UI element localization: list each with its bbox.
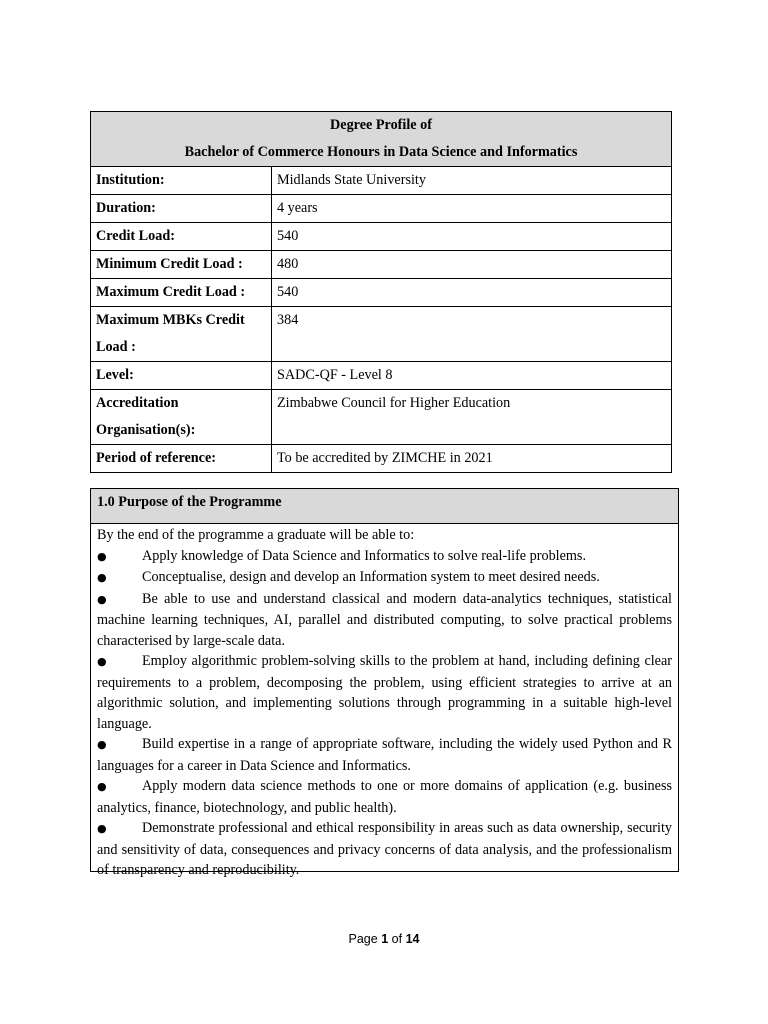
row-label <box>91 390 272 445</box>
table-row-duration <box>91 195 672 223</box>
page-number: 1 <box>381 932 389 946</box>
bullet-icon: ● <box>97 655 107 668</box>
purpose-list <box>97 546 672 881</box>
purpose-intro: By the end of the programme a graduate will be able to: <box>97 527 415 543</box>
row-label-line-2: Organisation(s): <box>96 422 196 438</box>
page-footer <box>0 932 768 946</box>
list-item-text: Employ algorithmic problem-solving skills to the problem at hand, including defining clear requirements to a problem, decomposing the problem, using efficient strategies to arrive at an algorithmic solution, and implementing solutions through programming in a suitable high-level language. <box>97 653 672 732</box>
list-item <box>97 651 672 734</box>
bullet-icon: ● <box>97 780 107 793</box>
bullet-icon: ● <box>97 592 107 606</box>
list-item <box>97 776 672 818</box>
bullet-icon: ● <box>97 571 107 584</box>
row-value: To be accredited by ZIMCHE in 2021 <box>272 445 672 473</box>
row-label: Minimum Credit Load : <box>91 251 272 279</box>
row-value: 4 years <box>272 195 672 223</box>
row-label: Duration: <box>91 195 272 223</box>
row-label <box>91 307 272 362</box>
row-value: 480 <box>272 251 672 279</box>
table-row-credit-load <box>91 223 672 251</box>
degree-profile-table <box>90 111 672 473</box>
title-line-2: Bachelor of Commerce Honours in Data Science and Informatics <box>184 144 578 160</box>
table-row-accreditation <box>91 390 672 445</box>
page-word: Page <box>348 932 378 946</box>
table-header-row <box>91 112 672 167</box>
list-item-text: Apply knowledge of Data Science and Informatics to solve real-life problems. <box>142 547 587 564</box>
purpose-heading: 1.0 Purpose of the Programme <box>91 489 678 524</box>
row-value: Midlands State University <box>272 167 672 195</box>
of-word: of <box>391 932 403 946</box>
row-label: Period of reference: <box>91 445 272 473</box>
row-label: Maximum Credit Load : <box>91 279 272 307</box>
row-label: Level: <box>91 362 272 390</box>
row-value: Zimbabwe Council for Higher Education <box>272 390 672 445</box>
row-label: Institution: <box>91 167 272 195</box>
bullet-icon: ● <box>97 549 107 563</box>
list-item-text: Apply modern data science methods to one or more domains of application (e.g. business analytics, finance, biotechnology, and public health). <box>97 778 672 816</box>
row-label-line-1: Maximum MBKs Credit <box>96 312 245 328</box>
table-title <box>91 112 672 167</box>
list-item-text: Conceptualise, design and develop an Information system to meet desired needs. <box>142 569 600 585</box>
title-line-1: Degree Profile of <box>330 117 432 133</box>
list-item-text: Build expertise in a range of appropriate software, including the widely used Python and R languages for a career in Data Science and Informatics. <box>97 736 672 774</box>
table-row-institution <box>91 167 672 195</box>
list-item <box>97 589 672 652</box>
purpose-section <box>90 488 679 878</box>
table-row-minimum-credit-load <box>91 251 672 279</box>
list-item <box>97 734 672 776</box>
list-item <box>97 546 672 568</box>
row-value: 384 <box>272 307 672 362</box>
bullet-icon: ● <box>97 738 107 751</box>
list-item <box>97 818 672 881</box>
row-value: 540 <box>272 223 672 251</box>
row-value: 540 <box>272 279 672 307</box>
table-row-level <box>91 362 672 390</box>
list-item <box>97 567 672 589</box>
page-total: 14 <box>405 932 420 946</box>
row-value: SADC-QF - Level 8 <box>272 362 672 390</box>
row-label-line-1: Accreditation <box>96 395 179 411</box>
purpose-body <box>91 525 678 881</box>
table-row-period-of-reference <box>91 445 672 473</box>
bullet-icon: ● <box>97 822 107 835</box>
row-label: Credit Load: <box>91 223 272 251</box>
list-item-text: Be able to use and understand classical and modern data-analytics techniques, statistical machine learning techniques, AI, parallel and distributed computing, to solve practical problems characterised by large-scale data. <box>97 590 672 649</box>
row-label-line-2: Load : <box>96 339 136 355</box>
table-row-maximum-credit-load <box>91 279 672 307</box>
table-row-maximum-mbks-credit-load <box>91 307 672 362</box>
list-item-text: Demonstrate professional and ethical responsibility in areas such as data ownership, security and sensitivity of data, consequences and privacy concerns of data analysis, and the professionalism of transparency and reproducibility. <box>97 820 672 878</box>
